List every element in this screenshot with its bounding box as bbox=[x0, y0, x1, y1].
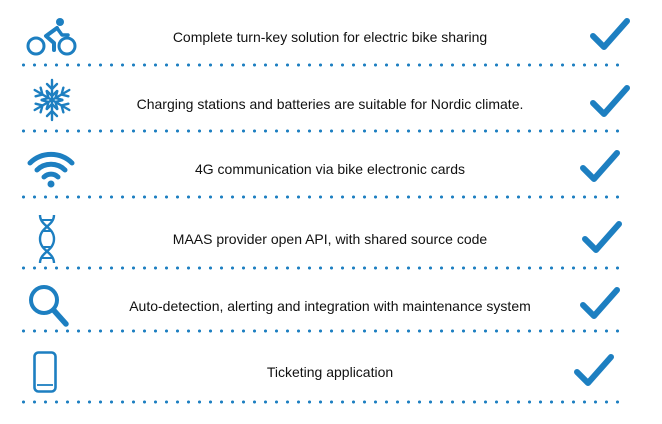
checkmark-icon bbox=[574, 354, 614, 388]
dna-icon bbox=[38, 214, 56, 264]
checkmark-icon bbox=[580, 287, 620, 321]
feature-label: Charging stations and batteries are suitable for Nordic climate. bbox=[136, 96, 524, 112]
dotted-divider bbox=[18, 195, 624, 199]
checkmark-icon bbox=[590, 18, 630, 52]
dotted-divider bbox=[18, 129, 624, 133]
magnifier-icon bbox=[27, 283, 71, 329]
wifi-icon bbox=[27, 149, 75, 189]
dotted-divider bbox=[18, 63, 624, 67]
feature-label: Complete turn-key solution for electric bike sharing bbox=[172, 29, 488, 45]
feature-label: 4G communication via bike electronic cards bbox=[194, 161, 465, 177]
smartphone-icon bbox=[33, 351, 57, 393]
dotted-divider bbox=[18, 266, 624, 270]
checkmark-icon bbox=[582, 221, 622, 255]
checkmark-icon bbox=[580, 150, 620, 184]
feature-label: MAAS provider open API, with shared source code bbox=[172, 231, 488, 247]
dotted-divider bbox=[18, 400, 624, 404]
checkmark-icon bbox=[590, 85, 630, 119]
cyclist-icon bbox=[26, 16, 78, 56]
feature-label: Auto-detection, alerting and integration with maintenance system bbox=[129, 298, 531, 314]
snowflake-icon bbox=[30, 78, 74, 122]
dotted-divider bbox=[18, 329, 624, 333]
feature-label: Ticketing application bbox=[266, 364, 394, 380]
